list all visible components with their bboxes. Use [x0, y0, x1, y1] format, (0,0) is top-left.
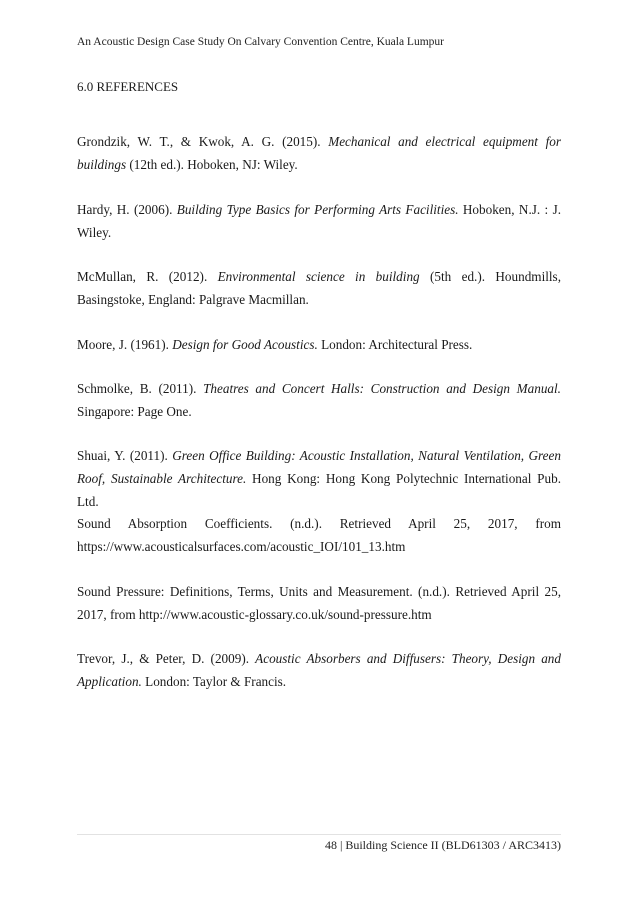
footer-rule [77, 834, 561, 835]
reference-title: Environmental science in building [217, 269, 420, 284]
reference-title: Design for Good Acoustics. [172, 337, 318, 352]
reference-publisher: London: Taylor & Francis. [141, 674, 287, 689]
reference-publisher: Hoboken, N.J. : J. Wiley. [77, 202, 561, 240]
reference-entry [77, 130, 561, 176]
reference-text: Sound Pressure: Definitions, Terms, Units and Measurement. (n.d.). Retrieved April 25, 2017, from http://www.acoustic-glossary.co.uk/sound-pressure.htm [77, 584, 561, 622]
reference-entry [77, 265, 561, 311]
reference-authors: Grondzik, W. T., & Kwok, A. G. (2015). [77, 134, 329, 149]
reference-title: Acoustic Absorbers and Diffusers: Theory, Design and Application. [77, 651, 561, 689]
reference-title: Green Office Building: Acoustic Installation, Natural Ventilation, Green Roof, Sustainable Architecture. [77, 448, 561, 486]
reference-authors: McMullan, R. (2012). [77, 269, 218, 284]
reference-title: Building Type Basics for Performing Arts Facilities. [176, 202, 459, 217]
reference-publisher: (12th ed.). Hoboken, NJ: Wiley. [126, 157, 298, 172]
reference-text: Sound Absorption Coefficients. (n.d.). Retrieved April 25, 2017, from https://www.acousticalsurfaces.com/acoustic_IOI/101_13.htm [77, 516, 561, 554]
reference-entry [77, 198, 561, 244]
reference-publisher: Hong Kong: Hong Kong Polytechnic International Pub. Ltd. [77, 471, 562, 509]
reference-entry [77, 580, 561, 626]
reference-entry [77, 377, 561, 423]
reference-authors: Moore, J. (1961). [77, 337, 173, 352]
reference-publisher: London: Architectural Press. [317, 337, 473, 352]
reference-publisher: (5th ed.). Houndmills, Basingstoke, England: Palgrave Macmillan. [77, 269, 561, 307]
reference-entry [77, 647, 561, 693]
reference-authors: Hardy, H. (2006). [77, 202, 177, 217]
reference-authors: Shuai, Y. (2011). [77, 448, 173, 463]
running-header: An Acoustic Design Case Study On Calvary Convention Centre, Kuala Lumpur [77, 36, 444, 48]
reference-entry [77, 444, 561, 513]
reference-title: Mechanical and electrical equipment for buildings [77, 134, 561, 172]
reference-entry [77, 512, 561, 558]
reference-authors: Schmolke, B. (2011). [77, 381, 204, 396]
reference-authors: Trevor, J., & Peter, D. (2009). [77, 651, 256, 666]
reference-publisher: Singapore: Page One. [77, 404, 192, 419]
section-heading: 6.0 REFERENCES [77, 79, 179, 94]
reference-title: Theatres and Concert Halls: Construction and Design Manual. [203, 381, 561, 396]
reference-entry [77, 333, 561, 356]
page-footer: 48 | Building Science II (BLD61303 / ARC3413) [324, 838, 561, 852]
